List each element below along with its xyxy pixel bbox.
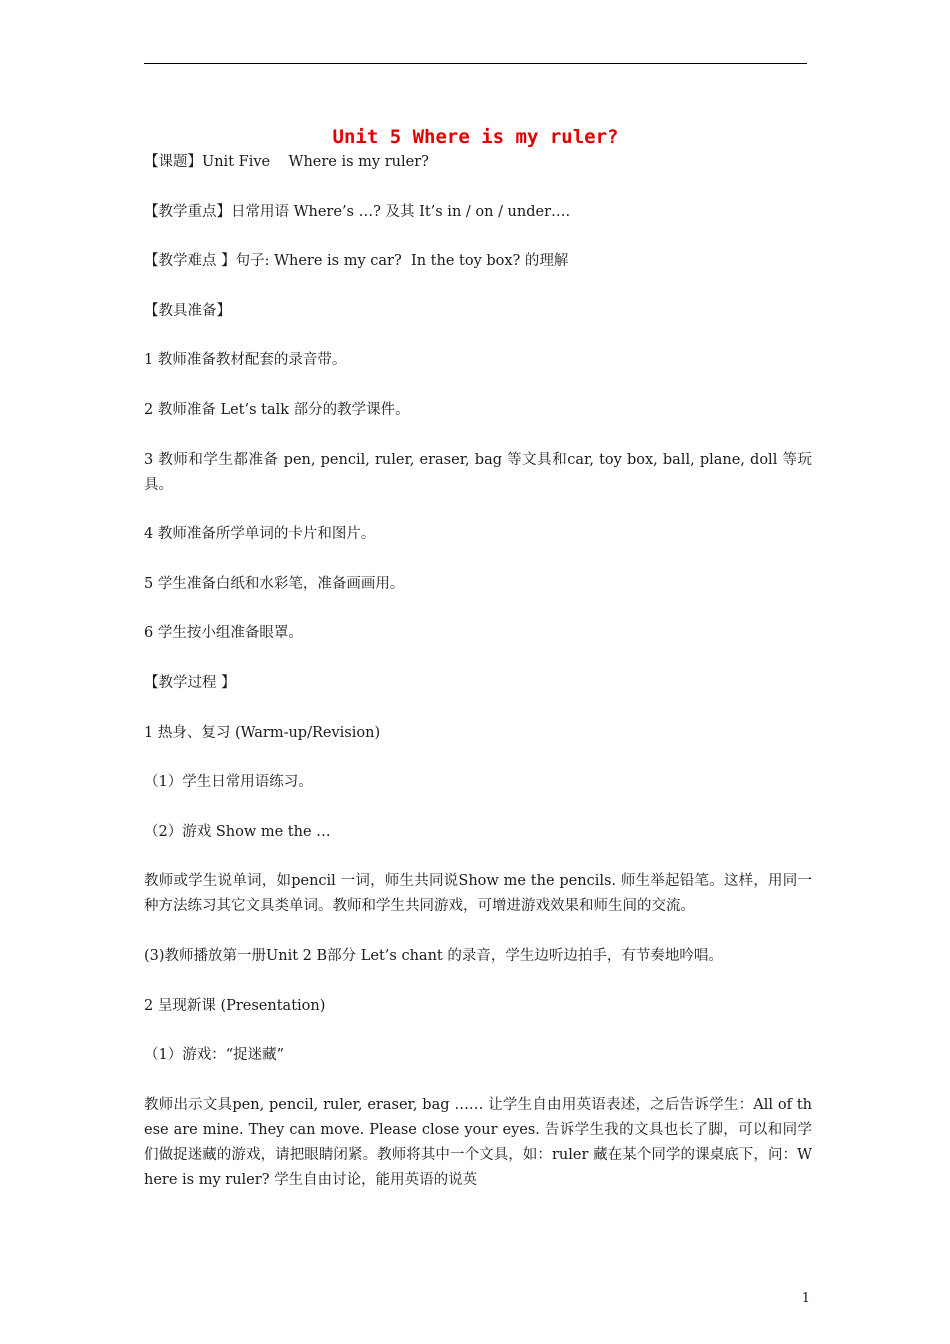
paragraph-warmup-1: （1）学生日常用语练习。	[144, 774, 313, 791]
document-title: Unit 5 Where is my ruler?	[332, 126, 619, 148]
header-rule	[144, 63, 807, 64]
paragraph-material-3: 3 教师和学生都准备 pen, pencil, ruler, eraser, bag 等文具和car, toy box, ball, plane, doll 等玩具。	[144, 451, 812, 493]
paragraph-material-1: 1 教师准备教材配套的录音带。	[144, 352, 347, 369]
paragraph-warmup-2: （2）游戏 Show me the …	[144, 823, 331, 840]
paragraph-warmup-2-detail: 教师或学生说单词，如pencil 一词，师生共同说Show me the pencils. 师生举起铅笔。这样，用同一种方法练习其它文具类单词。教师和学生共同游戏，可增进游戏效果和师生间的交流。	[144, 873, 812, 915]
paragraph-material-6: 6 学生按小组准备眼罩。	[144, 625, 303, 642]
paragraph-process-heading: 【教学过程 】	[144, 674, 236, 691]
paragraph-warmup: 1 热身、复习 (Warm-up/Revision)	[144, 724, 381, 741]
page-number: 1	[801, 1291, 810, 1306]
paragraph-presentation-1: （1）游戏：“捉迷藏”	[144, 1047, 285, 1064]
paragraph-material-2: 2 教师准备 Let’s talk 部分的教学课件。	[144, 401, 410, 418]
paragraph-material-4: 4 教师准备所学单词的卡片和图片。	[144, 526, 376, 543]
paragraph-presentation: 2 呈现新课 (Presentation)	[144, 997, 326, 1014]
paragraph-key-points: 【教学重点】日常用语 Where’s …? 及其 It’s in / on / under….	[144, 203, 571, 220]
paragraph-materials-heading: 【教具准备】	[144, 302, 231, 319]
paragraph-topic: 【课题】Unit Five Where is my ruler?	[144, 154, 429, 170]
paragraph-difficulties: 【教学难点 】句子: Where is my car? In the toy box? 的理解	[144, 253, 569, 270]
paragraph-warmup-3: (3)教师播放第一册Unit 2 B部分 Let’s chant 的录音，学生边听边拍手，有节奏地吟唱。	[144, 947, 723, 964]
paragraph-presentation-1-detail: 教师出示文具pen, pencil, ruler, eraser, bag …… 让学生自由用英语表述，之后告诉学生：All of these are mine. They can move. Please close your eyes. 告诉学生我的文具也长了脚，可以和同学们做捉迷藏的游戏，请把眼睛闭紧。教师将其中一个文具，如：ruler 藏在某个同学的课桌底下，问：Where is my ruler? 学生自由讨论，能用英语的说英	[144, 1096, 812, 1188]
document-body	[144, 150, 812, 1217]
paragraph-material-5: 5 学生准备白纸和水彩笔，准备画画用。	[144, 575, 405, 592]
